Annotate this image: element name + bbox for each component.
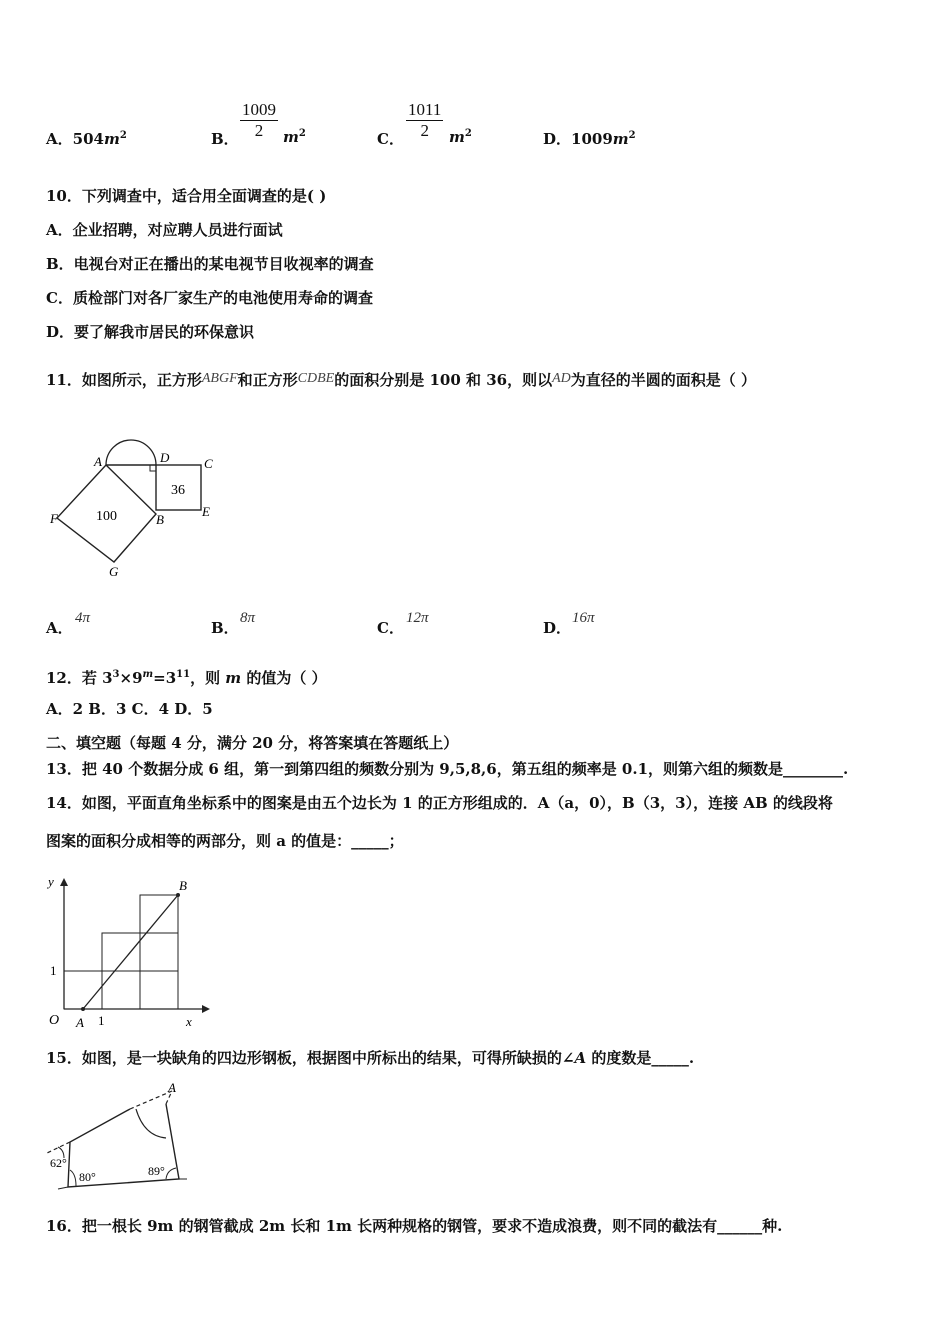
y-axis-arrow [60, 878, 68, 886]
x-tick-label: 1 [98, 1013, 105, 1028]
angle-arc [70, 1170, 76, 1186]
angle-label-80: 80° [79, 1170, 96, 1184]
exponent: 11 [176, 669, 191, 680]
label-e: E [202, 504, 210, 519]
label-d: D [160, 450, 170, 465]
semicircle [106, 440, 156, 465]
option-label: D． [543, 130, 572, 148]
label-c: C [204, 456, 213, 471]
denominator: 2 [254, 121, 264, 140]
q12-options: A．2 B．3 C．4 D．5 [46, 700, 213, 718]
y-tick-label: 1 [50, 963, 57, 978]
option-value: 1009 [571, 130, 613, 148]
stem-text: =3 [153, 669, 177, 687]
label-a: A [94, 454, 102, 469]
q11-option-a-label: A． [46, 619, 73, 637]
stem-text: 为直径的半圆的面积是（ ） [570, 371, 756, 389]
q14-figure [44, 872, 214, 1032]
extension-line [58, 1187, 68, 1189]
q15-stem [46, 1048, 694, 1068]
unit-exponent: 2 [298, 128, 306, 139]
stem-text: 11．如图所示，正方形 [46, 371, 202, 389]
q13-stem: 13．把 40 个数据分成 6 组，第一到第四组的频数分别为 9,5,8,6，第五组的频率是 0.1，则第六组的频数是________. [46, 760, 849, 778]
q10-option-a: A．企业招聘，对应聘人员进行面试 [46, 221, 283, 239]
stem-text: 15．如图，是一块缺角的四边形钢板，根据图中所标出的结果，可得所缺损的 [46, 1049, 562, 1067]
q14-stem-line1: 14．如图，平面直角坐标系中的图案是由五个边长为 1 的正方形组成的．A（a，0），B（3，3），连接 AB 的线段将 [46, 794, 833, 812]
unit-square [102, 933, 140, 971]
square-name: CDBE [297, 371, 335, 386]
q11-option-c-label: C． [377, 619, 404, 637]
angle-label-89: 89° [148, 1164, 165, 1178]
unit-exponent: 2 [464, 128, 472, 139]
section2-title: 二、填空题（每题 4 分，满分 20 分，将答案填在答题纸上） [46, 734, 459, 752]
stem-text: 的面积分别是 100 和 36，则以 [334, 371, 553, 389]
label-g: G [109, 564, 119, 579]
exponent: m [142, 669, 154, 680]
q9-option-c-fraction [406, 100, 443, 141]
q10-option-d: D．要了解我市居民的环保意识 [46, 323, 255, 341]
point-b-label: B [179, 878, 187, 893]
q10-stem: 10．下列调查中，适合用全面调查的是( ) [46, 187, 327, 205]
unit-square [140, 933, 178, 971]
numerator: 1011 [408, 100, 442, 119]
stem-text: 的度数是_____. [586, 1049, 695, 1067]
angle-arc [166, 1168, 176, 1179]
unit-square [140, 895, 178, 933]
q11-option-d-label: D． [543, 619, 572, 637]
origin-label: O [49, 1013, 60, 1028]
unit-square [102, 971, 140, 1009]
q10-option-b: B．电视台对正在播出的某电视节目收视率的调查 [46, 255, 374, 273]
stem-text: ，则 [190, 669, 226, 687]
stem-text: 和正方形 [237, 371, 298, 389]
angle-symbol: ∠A [561, 1049, 587, 1067]
label-b: B [156, 512, 164, 527]
label-f: F [50, 511, 58, 526]
q9-option-a [46, 128, 127, 149]
option-value: 504 [72, 130, 104, 148]
unit: m [283, 128, 299, 146]
q11-option-b-label: B． [211, 619, 239, 637]
q14-stem-line2: 图案的面积分成相等的两部分，则 a 的值是：_____； [46, 832, 404, 850]
point-a-label: A [168, 1080, 176, 1095]
q9-option-b-unit [283, 128, 306, 146]
q11-option-c-value: 12π [406, 610, 429, 626]
area-small: 36 [171, 483, 185, 498]
q11-option-b-value: 8π [240, 610, 256, 626]
unit: m [449, 128, 465, 146]
unit-square [64, 971, 102, 1009]
area-large: 100 [96, 509, 117, 524]
unit-exponent: 2 [119, 130, 127, 141]
q9-option-b-fraction [240, 100, 278, 141]
q11-option-a-value: 4π [75, 610, 91, 626]
stem-text: 的值为（ ） [241, 669, 327, 687]
right-angle-mark [150, 465, 156, 471]
stem-text: 12．若 3 [46, 669, 113, 687]
unit: m [612, 130, 629, 148]
unit-exponent: 2 [628, 130, 636, 141]
q12-stem [46, 665, 327, 688]
q9-option-d [543, 128, 636, 149]
unit-square [140, 971, 178, 1009]
option-label: A． [46, 130, 73, 148]
stem-text: ×9 [119, 669, 143, 687]
q9-option-c-unit [449, 128, 472, 146]
segment-ab [83, 895, 178, 1009]
square-name: ABGF [201, 371, 238, 386]
angle-label-62: 62° [50, 1156, 67, 1170]
q11-figure [44, 432, 224, 582]
x-axis-arrow [202, 1005, 210, 1013]
denominator: 2 [420, 121, 429, 140]
segment-name: AD [552, 371, 571, 386]
exponent: 3 [112, 669, 120, 680]
q15-figure [44, 1078, 194, 1196]
unit: m [103, 130, 120, 148]
break-arc [136, 1109, 166, 1138]
point-a-label: A [76, 1015, 84, 1030]
q11-stem [46, 369, 756, 390]
q10-option-c: C．质检部门对各厂家生产的电池使用寿命的调查 [46, 289, 373, 307]
x-axis-label: x [186, 1014, 192, 1029]
q11-option-d-value: 16π [572, 610, 595, 626]
q16-stem: 16．把一根长 9m 的钢管截成 2m 长和 1m 长两种规格的钢管，要求不造成浪费，则不同的截法有______种. [46, 1217, 783, 1235]
point-a-dot [81, 1007, 85, 1011]
q9-option-b-label: B． [211, 130, 239, 148]
variable: m [225, 669, 242, 687]
y-axis-label: y [48, 874, 54, 889]
point-b-dot [176, 893, 180, 897]
numerator: 1009 [242, 100, 276, 119]
q9-option-c-label: C． [377, 130, 404, 148]
